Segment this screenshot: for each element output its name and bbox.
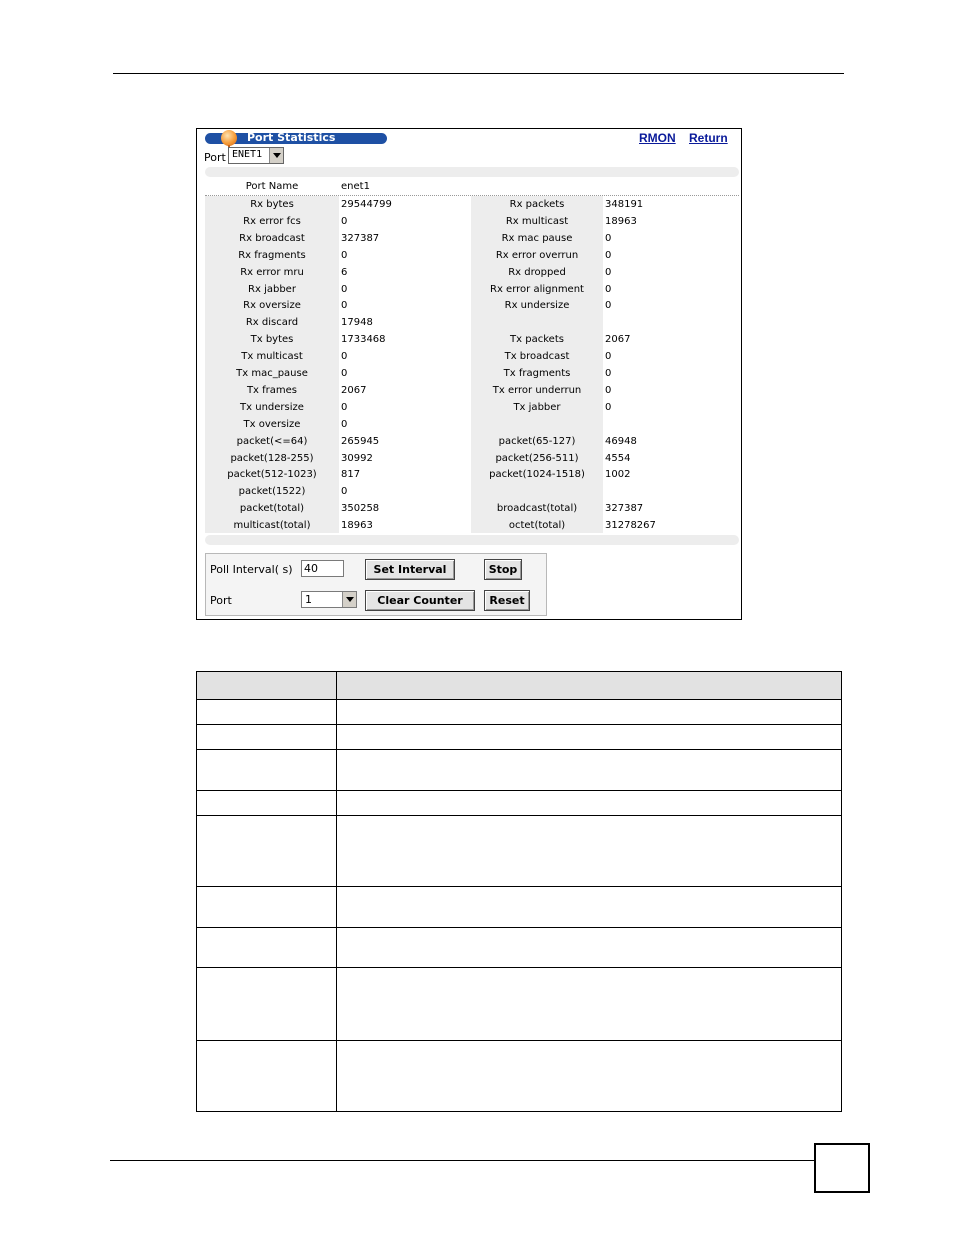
stat-label: Rx error mru	[240, 266, 304, 278]
stat-value: 0	[341, 368, 348, 379]
stat-label: packet(256-511)	[495, 452, 579, 464]
page-number-box	[814, 1143, 870, 1193]
stat-label: Tx mac_pause	[236, 368, 308, 379]
stat-label: packet(128-255)	[230, 452, 314, 464]
table-row	[205, 382, 739, 399]
stat-value: 0	[341, 401, 348, 413]
port-statistics-screenshot	[196, 128, 742, 620]
stat-value: 0	[605, 300, 612, 312]
stat-value: 6	[341, 266, 348, 278]
stat-label: packet(1024-1518)	[489, 469, 585, 481]
stat-label: Rx oversize	[243, 300, 301, 312]
stat-label: Rx dropped	[508, 266, 566, 278]
port-label: Port	[210, 594, 232, 607]
table-row	[205, 247, 739, 264]
stat-label: Tx fragments	[503, 368, 571, 379]
stat-label: Rx undersize	[504, 300, 570, 312]
stat-value: 350258	[341, 503, 380, 515]
stat-label: packet(512-1023)	[227, 469, 317, 481]
stat-label: Tx jabber	[513, 401, 561, 413]
table-row	[205, 314, 739, 331]
stat-value: 0	[605, 249, 612, 261]
table-row-divider	[197, 967, 841, 968]
return-link[interactable]: Return	[689, 131, 728, 145]
control-panel	[205, 553, 547, 616]
table-row	[205, 281, 739, 298]
stat-value: 46948	[605, 435, 637, 447]
table-row	[205, 213, 739, 230]
stat-value: 0	[605, 401, 612, 413]
stat-value: 17948	[341, 317, 373, 329]
table-row-divider	[197, 790, 841, 791]
stat-label: Tx undersize	[240, 401, 304, 413]
table-row	[205, 500, 739, 517]
statistics-panel	[205, 167, 739, 545]
stat-value: 327387	[341, 232, 380, 244]
stat-value: 4554	[605, 452, 631, 464]
stat-label: Tx oversize	[243, 418, 301, 430]
stat-value: 0	[341, 249, 348, 261]
stat-value: 29544799	[341, 199, 392, 210]
stat-label: Rx bytes	[250, 199, 294, 210]
stat-value: 0	[341, 351, 348, 363]
table-row	[205, 399, 739, 416]
page-header-rule	[113, 73, 844, 74]
stat-value: 265945	[341, 435, 380, 447]
table-column-divider	[336, 672, 337, 1111]
stat-label: packet(1522)	[238, 486, 306, 498]
stat-value: 30992	[341, 452, 373, 464]
table-header	[197, 672, 841, 700]
stat-label: Rx discard	[245, 317, 299, 329]
table-row-divider	[197, 724, 841, 725]
stat-value: 817	[341, 469, 361, 481]
stat-label: broadcast(total)	[496, 503, 578, 515]
stat-value: 327387	[605, 503, 644, 515]
table-row-divider	[197, 927, 841, 928]
stat-label: Tx error underrun	[492, 384, 582, 396]
stat-label: Tx frames	[246, 384, 298, 396]
table-row	[205, 230, 739, 247]
port-dropdown[interactable]	[301, 591, 357, 608]
table-row	[205, 196, 739, 213]
stat-value: 348191	[605, 199, 644, 210]
table-row	[205, 297, 739, 314]
stat-value: 0	[341, 486, 348, 498]
description-table	[196, 671, 842, 1112]
reset-button[interactable]: Reset	[484, 590, 530, 611]
stat-value: 18963	[605, 215, 637, 227]
stat-label: Rx fragments	[238, 249, 306, 261]
stat-value: 0	[605, 368, 612, 379]
stat-label: Rx error overrun	[495, 249, 579, 261]
stat-label: Rx mac pause	[501, 232, 573, 244]
table-row	[205, 416, 739, 433]
stat-value: 0	[341, 283, 348, 295]
stat-label: Rx jabber	[248, 283, 296, 295]
stat-value: 18963	[341, 520, 373, 532]
panel-bottom-cap	[205, 535, 739, 545]
stat-label: Rx packets	[509, 199, 565, 210]
stop-button[interactable]: Stop	[484, 559, 522, 580]
table-row	[205, 365, 739, 382]
stat-value: 0	[605, 283, 612, 295]
poll-interval-input[interactable]	[301, 560, 344, 577]
stat-value: 0	[605, 384, 612, 396]
table-row	[205, 517, 739, 534]
clear-counter-button[interactable]: Clear Counter	[365, 590, 475, 611]
stat-label: Tx bytes	[250, 334, 294, 346]
poll-interval-label: Poll Interval( s)	[210, 563, 293, 576]
table-row	[205, 331, 739, 348]
stat-label: Rx multicast	[505, 215, 569, 227]
port-dropdown-value: 1	[305, 593, 312, 606]
stat-value: 0	[605, 266, 612, 278]
port-select[interactable]	[228, 147, 284, 164]
panel-top-cap	[205, 167, 739, 177]
table-row	[205, 264, 739, 281]
stat-label: Tx packets	[510, 334, 564, 346]
stat-label: packet(65-127)	[498, 435, 576, 447]
stat-label: Rx error fcs	[243, 215, 301, 227]
chevron-down-icon[interactable]	[269, 148, 283, 163]
stat-value: 0	[341, 215, 348, 227]
rmon-link[interactable]: RMON	[639, 131, 676, 145]
stat-value: 0	[341, 300, 348, 312]
stat-label: multicast(total)	[233, 520, 311, 532]
stat-value: 2067	[341, 384, 367, 396]
table-row	[205, 450, 739, 467]
stat-value: 1002	[605, 469, 631, 481]
table-row	[205, 433, 739, 450]
port-name-value: enet1	[339, 179, 467, 195]
stat-value: 0	[341, 418, 348, 430]
stat-value: 1733468	[341, 334, 386, 346]
set-interval-button[interactable]: Set Interval	[365, 559, 455, 580]
table-row	[205, 348, 739, 365]
table-row-divider	[197, 815, 841, 816]
port-select-value: ENET1	[232, 149, 263, 160]
port-name-label: Port Name	[245, 181, 299, 192]
table-row-divider	[197, 749, 841, 750]
stat-label: packet(total)	[239, 503, 305, 515]
port-select-label: Port	[204, 151, 226, 164]
window-title: Port Statistics	[247, 131, 336, 144]
stat-value: 0	[605, 351, 612, 363]
stat-label: Rx broadcast	[239, 232, 305, 244]
table-row	[205, 483, 739, 500]
stat-label: Rx error alignment	[490, 283, 584, 295]
page-footer-rule	[110, 1160, 814, 1161]
stat-value: 31278267	[605, 520, 656, 532]
port-name-row	[205, 179, 739, 196]
table-row-divider	[197, 1040, 841, 1041]
table-row	[205, 466, 739, 483]
stat-label: packet(<=64)	[236, 435, 308, 447]
stat-value: 2067	[605, 334, 631, 346]
chevron-down-icon[interactable]	[342, 592, 356, 607]
stat-label: Tx broadcast	[504, 351, 570, 363]
stat-label: octet(total)	[508, 520, 566, 532]
table-row-divider	[197, 886, 841, 887]
orb-icon	[221, 130, 237, 146]
stat-value: 0	[605, 232, 612, 244]
stat-label: Tx multicast	[241, 351, 303, 363]
window-title-bar	[205, 133, 387, 144]
